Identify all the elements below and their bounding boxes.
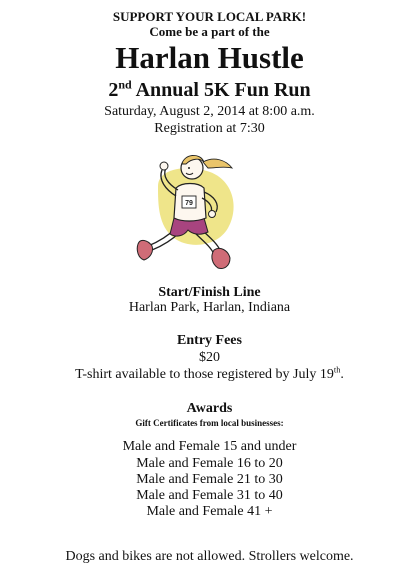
event-date: Saturday, August 2, 2014 at 8:00 a.m. — [104, 104, 315, 119]
award-category: Male and Female 41 + — [146, 504, 273, 519]
award-category: Male and Female 31 to 40 — [136, 488, 283, 503]
come-text: Come be a part of the — [149, 24, 270, 39]
runner-illustration — [128, 146, 246, 274]
runner-left-fist — [160, 162, 168, 170]
runner-back-shoe — [137, 240, 152, 260]
runner-bib-number: 79 — [185, 200, 193, 207]
runner-front-shoe — [212, 248, 230, 268]
registration-time: Registration at 7:30 — [154, 121, 265, 136]
fees-amount: $20 — [199, 350, 220, 365]
start-heading: Start/Finish Line — [158, 285, 261, 300]
awards-heading: Awards — [186, 401, 233, 416]
event-title: Harlan Hustle — [115, 40, 304, 75]
support-text: SUPPORT YOUR LOCAL PARK! — [112, 9, 307, 24]
ordinal-number: 2 — [108, 79, 119, 101]
tshirt-suffix: th — [333, 365, 341, 375]
ordinal-suffix: nd — [118, 77, 132, 92]
footer-note: Dogs and bikes are not allowed. Strollers welcome. — [65, 549, 354, 564]
event-subtitle — [0, 77, 419, 101]
event-name: Annual 5K Fun Run — [135, 79, 311, 101]
tshirt-text: T-shirt available to those registered by July 19 — [75, 367, 334, 382]
award-category: Male and Female 15 and under — [122, 439, 297, 454]
runner-eye — [188, 167, 190, 169]
award-category: Male and Female 16 to 20 — [136, 456, 283, 471]
award-category: Male and Female 21 to 30 — [136, 472, 283, 487]
runner-right-fist — [209, 211, 216, 218]
tshirt-end: . — [340, 367, 344, 382]
runner-ponytail — [203, 159, 232, 168]
awards-subheading: Gift Certificates from local businesses: — [135, 418, 284, 428]
fees-heading: Entry Fees — [177, 333, 242, 348]
start-location: Harlan Park, Harlan, Indiana — [128, 300, 291, 315]
tshirt-note — [0, 365, 419, 382]
